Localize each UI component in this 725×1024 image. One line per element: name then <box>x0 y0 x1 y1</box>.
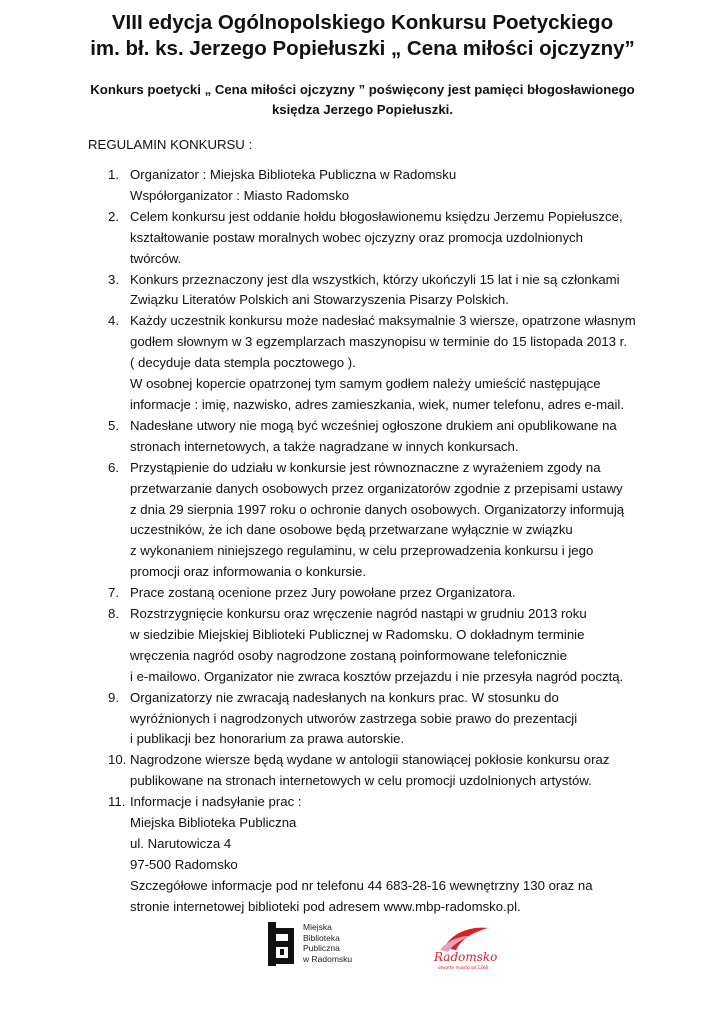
document-title-line-1: VIII edycja Ogólnopolskiego Konkursu Poetyckiego <box>111 11 614 34</box>
rule-text-line: Konkurs przeznaczony jest dla wszystkich, którzy ukończyli 15 lat i nie są członkami <box>130 271 620 287</box>
rule-text-line: stronach internetowych, a także nagradzane w innych konkursach. <box>130 438 519 454</box>
rule-number: 9. <box>108 689 119 705</box>
subtitle-line-2: księdza Jerzego Popiełuszki. <box>271 102 454 117</box>
rule-text-line: przetwarzanie danych osobowych przez organizatorów zgodnie z przepisami ustawy <box>130 480 623 496</box>
library-logo-icon <box>266 922 300 966</box>
mbp-logo <box>266 920 376 970</box>
rule-item <box>108 311 668 416</box>
rule-text-line: uczestników, że ich dane osobowe będą przetwarzane wyłącznie w związku <box>130 522 573 538</box>
rule-number: 3. <box>108 271 119 287</box>
rule-number: 10. <box>108 752 127 768</box>
rule-text-line: i e-mailowo. Organizator nie zwraca kosztów przejazdu i nie przesyła nagród pocztą. <box>130 668 624 684</box>
rule-item <box>108 416 668 458</box>
radomsko-tagline: otwarte miasto od 1266 <box>438 965 489 970</box>
rule-item <box>108 688 668 751</box>
rule-text-line: Szczegółowe informacje pod nr telefonu 44 683-28-16 wewnętrzny 130 oraz na <box>130 877 593 893</box>
rule-text-line: ( decyduje data stempla pocztowego ). <box>130 355 356 371</box>
rule-text-line: Współorganizator : Miasto Radomsko <box>130 187 350 203</box>
rule-number: 4. <box>108 313 119 329</box>
rule-number: 6. <box>108 459 119 475</box>
rule-text-line: publikowane na stronach internetowych w celu promocji uzdolnionych artystów. <box>130 773 592 789</box>
radomsko-wordmark: Radomsko <box>434 950 498 964</box>
rule-text-line: Prace zostaną ocenione przez Jury powołane przez Organizatora. <box>130 585 516 601</box>
rule-item <box>108 604 668 688</box>
rule-item <box>108 207 668 270</box>
rule-text-line: wręczenia nagród osoby nagrodzone zostaną poinformowane telefonicznie <box>130 647 567 663</box>
rule-item <box>108 583 668 604</box>
mbp-logo-text <box>303 922 352 964</box>
rule-text-line: Nagrodzone wiersze będą wydane w antologii stanowiącej pokłosie konkursu oraz <box>130 752 610 768</box>
rule-text-line: W osobnej kopercie opatrzonej tym samym godłem należy umieścić następujące <box>130 376 601 392</box>
rule-text-line: z wykonaniem niniejszego regulaminu, w celu przeprowadzenia konkursu i jego <box>130 543 594 559</box>
regulamin-heading: REGULAMIN KONKURSU : <box>88 137 253 152</box>
rule-text-line: z dnia 29 sierpnia 1997 roku o ochronie danych osobowych. Organizatorzy informują <box>130 501 625 517</box>
radomsko-logo <box>430 922 500 972</box>
mbp-logo-line: w Radomsku <box>303 953 353 964</box>
mbp-logo-line: Biblioteka <box>303 932 340 943</box>
rule-number: 11. <box>108 794 126 810</box>
rule-text-line: ul. Narutowicza 4 <box>130 836 232 851</box>
rule-text-line: Celem konkursu jest oddanie hołdu błogosławionemu księdzu Jerzemu Popiełuszce, <box>130 208 623 224</box>
footer-logos <box>0 920 725 980</box>
rule-text-line: Organizator : Miejska Biblioteka Publiczna w Radomsku <box>130 167 457 182</box>
rule-number: 8. <box>108 606 119 622</box>
rule-text-line: godłem słownym w 3 egzemplarzach maszynopisu w terminie do 15 listopada 2013 r. <box>130 334 627 350</box>
rule-item <box>108 165 668 207</box>
rule-text-line: i publikacji bez honorarium za prawa autorskie. <box>130 731 405 747</box>
rule-item <box>108 458 668 583</box>
rule-text-line: Nadesłane utwory nie mogą być wcześniej ogłoszone drukiem ani opublikowane na <box>130 417 617 433</box>
mbp-logo-line: Publiczna <box>303 943 340 953</box>
rule-text-line: Organizatorzy nie zwracają nadesłanych na konkurs prac. W stosunku do <box>130 689 559 705</box>
rule-item <box>108 270 668 312</box>
subtitle-line-1: Konkurs poetycki „ Cena miłości ojczyzny ” poświęcony jest pamięci błogosławionego <box>90 82 635 97</box>
rule-text-line: stronie internetowej biblioteki pod adresem www.mbp-radomsko.pl. <box>130 898 521 914</box>
rule-text-line: promocji oraz informowania o konkursie. <box>130 564 367 580</box>
rule-item <box>108 750 668 792</box>
rule-text-line: w siedzibie Miejskiej Biblioteki Publicznej w Radomsku. O dokładnym terminie <box>130 626 585 642</box>
rule-text-line: Związku Literatów Polskich ani Stowarzyszenia Pisarzy Polskich. <box>130 292 509 308</box>
rule-text-line: informacje : imię, nazwisko, adres zamieszkania, wiek, numer telefonu, adres e-mail. <box>130 396 624 412</box>
rule-text-line: Każdy uczestnik konkursu może nadesłać maksymalnie 3 wiersze, opatrzone własnym <box>130 313 636 329</box>
document-title-line-2: im. bł. ks. Jerzego Popiełuszki „ Cena miłości ojczyzny” <box>90 37 635 60</box>
rule-text-line: wyróżnionych i nagrodzonych utworów zastrzega sobie prawo do prezentacji <box>130 710 578 726</box>
rule-item <box>108 792 668 917</box>
rule-text-line: kształtowanie postaw moralnych wobec ojczyzny oraz promocja uzdolnionych <box>130 229 583 245</box>
rules-list <box>108 165 668 918</box>
rule-number: 2. <box>108 208 119 224</box>
city-logo-icon <box>430 922 500 972</box>
rule-text-line: twórców. <box>130 250 182 266</box>
document-subtitle <box>40 80 685 120</box>
rule-text-line: Miejska Biblioteka Publiczna <box>130 815 297 831</box>
rule-text-line: Rozstrzygnięcie konkursu oraz wręczenie nagród nastąpi w grudniu 2013 roku <box>130 606 587 622</box>
rule-text-line: Przystąpienie do udziału w konkursie jest równoznaczne z wyrażeniem zgody na <box>130 459 601 475</box>
rule-number: 7. <box>108 585 119 601</box>
mbp-logo-line: Miejska <box>303 922 332 932</box>
rule-number: 5. <box>108 417 119 433</box>
rule-text-line: Informacje i nadsyłanie prac : <box>130 794 302 810</box>
rule-number: 1. <box>108 167 119 182</box>
rule-text-line: 97-500 Radomsko <box>130 856 238 872</box>
